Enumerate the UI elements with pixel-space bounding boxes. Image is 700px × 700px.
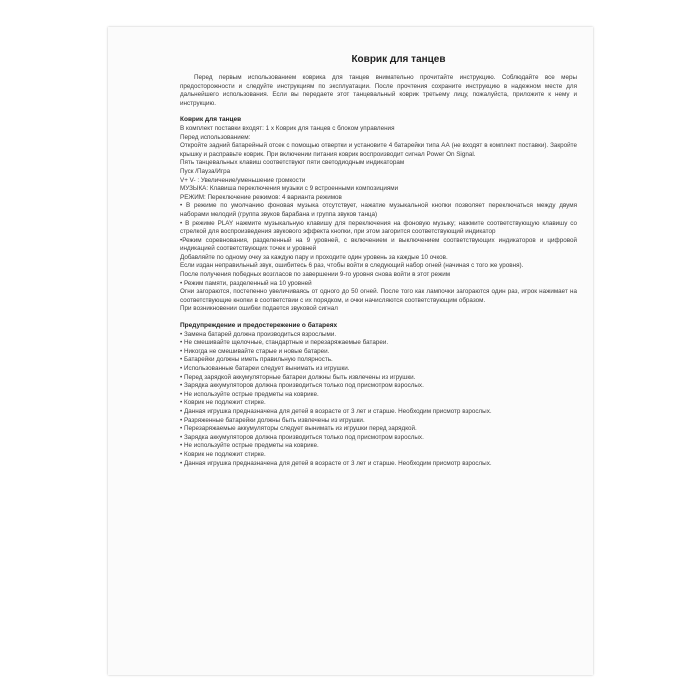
victory-text: После получения победных возгласов по завершении 9-го уровня снова войти в этот режим <box>180 271 451 279</box>
battery-install-text: Откройте задний батарейный отсек с помощью отвертки и установите 4 батарейки типа АА (не входят в комплект поставки). Закройте крышку и расправьте коврик. При включении питания коврик воспроизводит сигнал Power On Signal. <box>180 142 577 158</box>
warning-item: • Перед зарядкой аккумуляторные батареи должны быть извлечены из игрушки. <box>180 373 416 381</box>
warning-item: • Данная игрушка предназначена для детей в возрасте от 3 лет и старше. Необходим присмотр взрослых. <box>180 407 492 415</box>
intro-section <box>180 74 577 108</box>
play-mode-text: • В режиме PLAY нажмите музыкальную клавишу для переключения на фоновую музыку; нажмите соответствующую клавишу со стрелкой для воспроизведения звукового эффекта кнопки, при этом загорится соответствующий индикатор <box>180 219 577 236</box>
instruction-sheet <box>108 27 593 675</box>
wrong-sound-text: Если издан неправильный звук, ошибитесь 6 раз, чтобы войти в следующий набор огней (начиная с того же уровня). <box>180 262 524 270</box>
battery-warning-section <box>180 331 577 469</box>
lights-text: Огни загораются, постепенно увеличиваясь от одного до 50 огней. После того как лампочки загораются один раз, игрок нажимает на соответствующие кнопки в соответствии с их порядком, и очки начисляются соответствующим образом. <box>180 288 577 304</box>
mode-key-text: РЕЖИМ: Переключение режимов: 4 варианта режимов <box>180 193 342 201</box>
volume-text: V+ V- : Увеличение/уменьшение громкости <box>180 176 306 184</box>
warning-item: • Перезаряжаемые аккумуляторы следует вынимать из игрушки перед зарядкой. <box>180 425 417 433</box>
warning-item: • Зарядка аккумуляторов должна производиться только под присмотром взрослых. <box>180 382 424 390</box>
package-contents: В комплект поставки входят: 1 x Коврик для танцев с блоком управления <box>180 124 395 132</box>
warning-item: • Замена батарей должна производиться взрослыми. <box>180 330 337 338</box>
warning-item: • Данная игрушка предназначена для детей в возрасте от 3 лет и старше. Необходим присмотр взрослых. <box>180 459 492 467</box>
music-key-text: МУЗЫКА: Клавиша переключения музыки с 9 встроенными композициями <box>180 185 399 193</box>
keys-indicators-text: Пять танцевальных клавиш соответствуют пяти светодиодным индикаторам <box>180 159 405 167</box>
warning-item: • Не используйте острые предметы на коврике. <box>180 442 319 450</box>
warning-item: • Батарейки должны иметь правильную полярность. <box>180 356 333 364</box>
warning-item: • Не используйте острые предметы на коврике. <box>180 390 319 398</box>
warning-item: • Никогда не смешивайте старые и новые батареи. <box>180 347 330 355</box>
competition-mode-text: •Режим соревнования, разделенный на 9 уровней, с включением и выключением соответствующих индикаторов и цифровой индикацией соответствующих точек и уровней <box>180 236 577 253</box>
warning-item: • Коврик не подлежит стирке. <box>180 399 266 407</box>
dance-mat-section <box>180 125 577 314</box>
scoring-text: Добавляйте по одному очку за каждую пару и проходите один уровень за каждые 10 очков. <box>180 253 448 261</box>
section-heading-battery-warning: Предупреждение и предостережение о батареях <box>180 322 338 330</box>
start-pause-text: Пуск /Пауза/Игра <box>180 167 231 175</box>
before-use-label: Перед использованием: <box>180 133 251 141</box>
document-title: Коврик для танцев <box>351 54 446 65</box>
default-mode-text: • В режиме по умолчанию фоновая музыка отсутствует, нажатие музыкальной кнопки позволяет переключаться между двумя наборами мелодий (группа звуков барабана и группа звуков танца) <box>180 202 577 218</box>
warning-item: • Использованные батареи следует вынимать из игрушки. <box>180 365 350 372</box>
warning-item: • Коврик не подлежит стирке. <box>180 450 266 458</box>
memory-mode-text: • Режим памяти, разделенный на 10 уровней <box>180 279 312 287</box>
intro-paragraph: Перед первым использованием коврика для танцев внимательно прочитайте инструкцию. Соблюдайте все меры предосторожности и следуйте инструкциям по эксплуатации. После прочтения сохраните инструкцию в надежном месте для дальнейшего использования. Если вы передаете этот танцевальный коврик третьему лицу, пожалуйста, приложите к нему и инструкцию. <box>180 74 577 107</box>
warning-item: • Зарядка аккумуляторов должна производиться только под присмотром взрослых. <box>180 433 424 441</box>
section-heading-dance-mat: Коврик для танцев <box>180 116 242 124</box>
warning-item: • Не смешивайте щелочные, стандартные и перезаряжаемые батареи. <box>180 339 389 347</box>
error-signal-text: При возникновении ошибки подается звуковой сигнал <box>180 305 338 313</box>
warning-item: • Разряженные батарейки должны быть извлечены из игрушки. <box>180 416 365 424</box>
